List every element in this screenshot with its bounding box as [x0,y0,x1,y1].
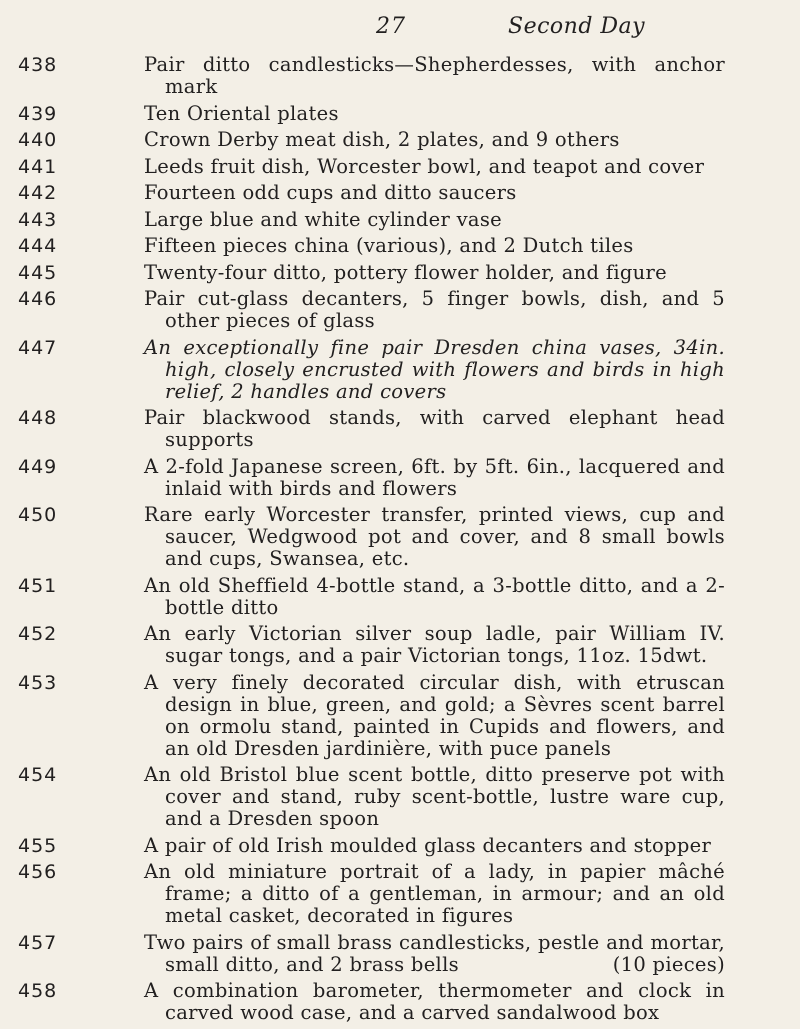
lot-number: 440 [18,129,58,151]
lot-description: Crown Derby meat dish, 2 plates, and 9 others [144,128,620,151]
lot-entry [0,182,800,204]
lot-number: 451 [18,574,58,597]
lot-description: Pair ditto candlesticks—Shepherdesses, with anchor mark [144,53,725,98]
lot-entry [0,456,800,500]
lot-description: Rare early Worcester transfer, printed views, cup and saucer, Wedgwood pot and cover, and 8 small bowls and cups, Swansea, etc. [144,503,725,570]
running-head: Second Day [508,14,646,39]
lot-entry [0,835,800,857]
lot-number: 456 [18,861,58,883]
lot-description: A very finely decorated circular dish, with etruscan design in blue, green, and gold; a Sèvres scent barrel on ormolu stand, painted in Cupids and flowers, and an old Dresden jardinière, with puce panels [144,670,725,760]
lot-description-text: Two pairs of small brass candlesticks, pestle and mortar, small ditto, and 2 brass bells [144,930,725,976]
lot-number: 439 [18,102,58,125]
lot-number: 438 [18,54,58,76]
lot-number: 442 [18,182,58,204]
lot-number: 443 [18,208,58,231]
lot-entry [0,156,800,178]
lot-entry [0,672,800,760]
lot-description: An early Victorian silver soup ladle, pair William IV. sugar tongs, and a pair Victorian tongs, 11oz. 15dwt. [144,622,725,667]
lot-number: 458 [18,980,58,1002]
lot-entry [0,129,800,151]
lot-description: A 2-fold Japanese screen, 6ft. by 5ft. 6in., lacquered and inlaid with birds and flowers [144,454,725,500]
lot-entry [0,54,800,98]
lot-entry [0,932,800,976]
lot-entry [0,764,800,830]
lot-description: An old Bristol blue scent bottle, ditto preserve pot with cover and stand, ruby scent-bottle, lustre ware cup, and a Dresden spoon [144,763,725,830]
lot-entry [0,623,800,667]
lot-number: 441 [18,155,58,178]
lot-entry [0,235,800,257]
lot-description: A pair of old Irish moulded glass decanters and stopper [144,833,712,857]
lot-quantity: (10 pieces) [612,952,725,976]
lot-description: Large blue and white cylinder vase [144,207,502,231]
lot-number: 454 [18,764,58,786]
lot-entry [0,337,800,403]
lot-description: An old miniature portrait of a lady, in papier mâché frame; a ditto of a gentleman, in armour; and an old metal casket, decorated in figures [144,860,725,927]
lot-number: 450 [18,504,58,526]
lot-description: Pair cut-glass decanters, 5 finger bowls, dish, and 5 other pieces of glass [144,287,725,332]
lot-number: 453 [18,671,58,694]
lot-entry [0,209,800,231]
lot-number: 452 [18,623,58,645]
lot-entry [0,575,800,619]
lot-description: Leeds fruit dish, Worcester bowl, and teapot and cover [144,154,705,178]
lot-number: 455 [18,834,58,857]
lot-number: 447 [18,336,58,359]
lot-entry [0,103,800,125]
lot-description: Ten Oriental plates [144,101,339,125]
lot-number: 445 [18,261,58,284]
lot-description [144,932,725,976]
lot-number: 444 [18,235,58,257]
lot-list [0,54,800,1029]
lot-entry [0,861,800,927]
lot-description: An old Sheffield 4-bottle stand, a 3-bottle ditto, and a 2-bottle ditto [144,573,725,619]
lot-entry [0,980,800,1024]
lot-description: Pair blackwood stands, with carved elephant head supports [144,406,725,451]
page-number: 27 [376,14,406,39]
page-header [0,14,800,44]
lot-number: 448 [18,407,58,429]
lot-number: 449 [18,455,58,478]
lot-entry [0,504,800,570]
lot-number: 446 [18,288,58,310]
lot-description: A combination barometer, thermometer and clock in carved wood case, and a carved sandalwood box [144,979,725,1024]
lot-entry [0,262,800,284]
lot-entry [0,288,800,332]
lot-entry [0,407,800,451]
lot-description: An exceptionally fine pair Dresden china vases, 34in. high, closely encrusted with flowers and birds in high relief, 2 handles and covers [144,335,725,403]
lot-description: Twenty-four ditto, pottery flower holder, and figure [144,260,667,284]
lot-description: Fifteen pieces china (various), and 2 Dutch tiles [144,234,634,257]
lot-number: 457 [18,931,58,954]
lot-description: Fourteen odd cups and ditto saucers [144,181,517,204]
